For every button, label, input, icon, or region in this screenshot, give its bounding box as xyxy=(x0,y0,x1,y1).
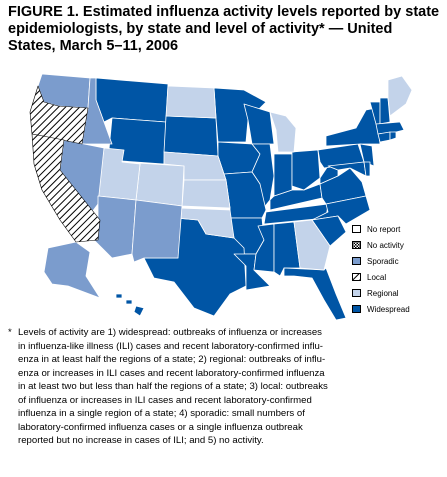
state-mi xyxy=(270,112,296,152)
footnote-text xyxy=(18,326,440,448)
state-in xyxy=(274,154,292,196)
state-nd xyxy=(166,86,216,118)
footnote-line: of influenza or increases in ILI cases and recent laboratory-confirmed xyxy=(18,394,312,406)
state-me xyxy=(388,76,412,116)
footnote-line: laboratory-confirmed influenza cases or a single influenza outbreak xyxy=(18,421,303,433)
legend-label-sporadic: Sporadic xyxy=(367,256,399,266)
legend-item-widespread xyxy=(352,301,410,317)
footnote-line: in influenza-like illness (ILI) cases and recent laboratory-confirmed influ- xyxy=(18,340,324,352)
legend-swatch-local xyxy=(352,273,361,281)
footnote-line: enza or increases in ILI cases and recent laboratory-confirmed influenza xyxy=(18,367,325,379)
state-fl xyxy=(284,268,346,320)
legend-item-local xyxy=(352,269,410,285)
footnote-line: reported but no increase in cases of ILI; and 5) no activity. xyxy=(18,435,264,446)
state-ri xyxy=(390,132,396,140)
state-hi xyxy=(116,294,144,316)
legend-label-no-report: No report xyxy=(367,224,401,234)
state-ks xyxy=(182,180,230,208)
legend-swatch-widespread xyxy=(352,305,361,313)
footnote-line: Levels of activity are 1) widespread: outbreaks of influenza or increases xyxy=(18,327,322,338)
footnote-marker: * xyxy=(8,327,12,338)
footnote-line: enza in at least half the regions of a state; 2) regional: outbreaks of influ- xyxy=(18,354,326,365)
footnote xyxy=(8,326,440,448)
legend-label-widespread: Widespread xyxy=(367,304,410,314)
legend-label-local: Local xyxy=(367,272,387,282)
state-oh xyxy=(292,150,320,190)
state-wi xyxy=(244,104,274,144)
state-ct xyxy=(378,132,390,142)
legend-swatch-regional xyxy=(352,289,361,297)
state-nm xyxy=(132,200,182,262)
legend-swatch-no-report xyxy=(352,225,361,233)
legend-label-regional: Regional xyxy=(367,288,399,298)
legend-swatch-no-activity xyxy=(352,241,361,249)
figure-title: FIGURE 1. Estimated influenza activity levels reported by state epidemiologists, by state and level of activity* — United States, March 5–11, 2006 xyxy=(8,4,440,54)
legend-item-no-activity xyxy=(352,237,410,253)
legend-label-no-activity: No activity xyxy=(367,240,404,250)
legend-item-regional xyxy=(352,285,410,301)
state-sd xyxy=(164,116,218,156)
legend-swatch-sporadic xyxy=(352,257,361,265)
map-legend xyxy=(352,221,410,317)
footnote-line: influenza in a single region of a state; 4) sporadic: small numbers of xyxy=(18,408,305,419)
state-ak xyxy=(44,242,100,298)
footnote-line: in at least two but less than half the regions of a state; 3) local: outbreaks xyxy=(18,381,328,392)
legend-item-sporadic xyxy=(352,253,410,269)
state-ny xyxy=(326,108,380,146)
state-mt xyxy=(96,78,168,122)
legend-item-no-report xyxy=(352,221,410,237)
state-az xyxy=(94,196,136,258)
